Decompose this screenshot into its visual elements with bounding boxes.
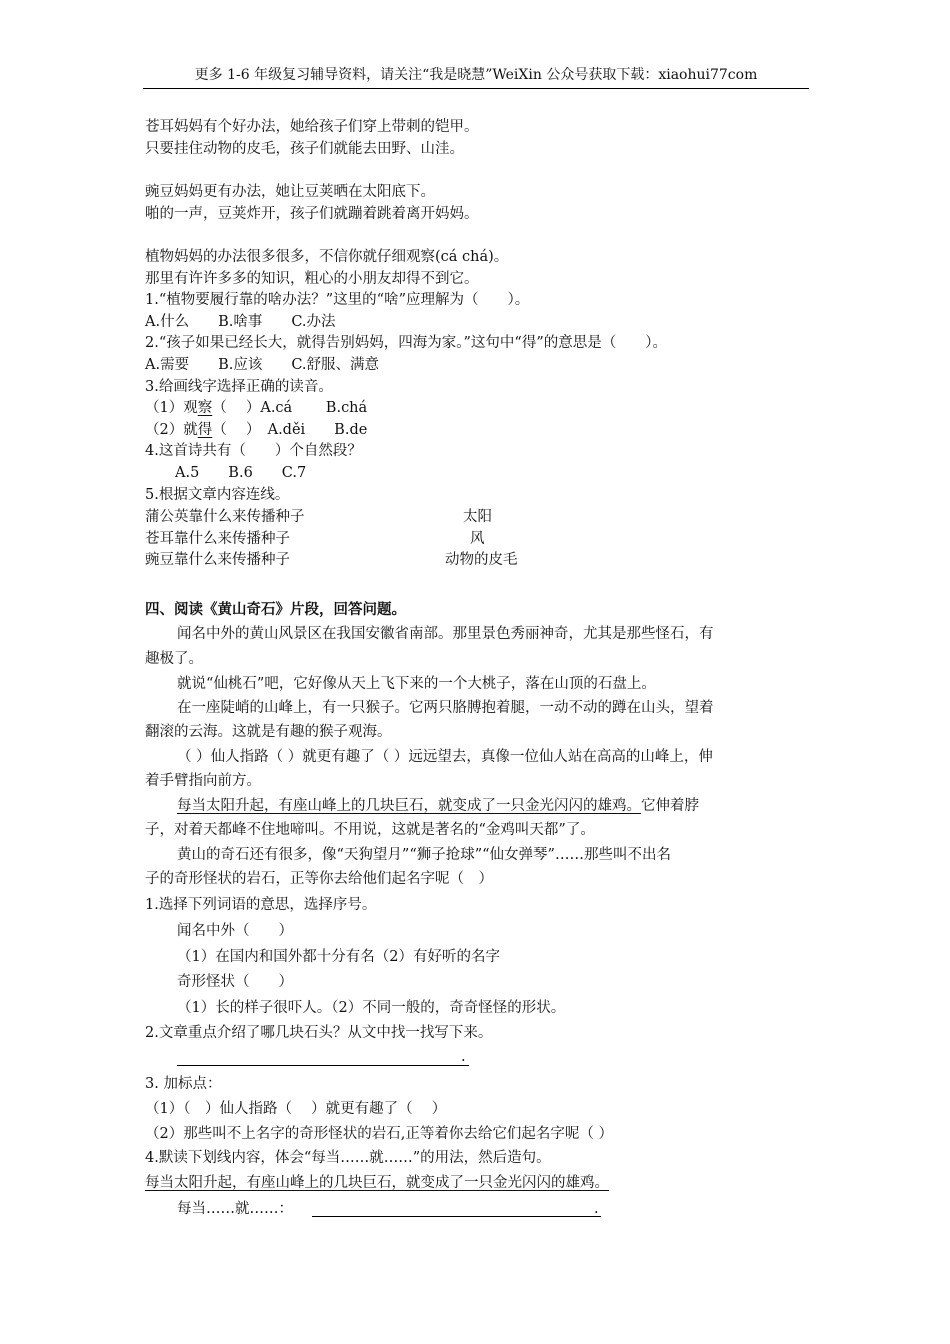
- poem-line: 植物妈妈的办法很多很多，不信你就仔细观察(cá chá)。: [145, 249, 509, 265]
- underlined-sentence: 每当太阳升起，有座山峰上的几块巨石，就变成了一只金光闪闪的雄鸡。: [177, 798, 641, 814]
- question-s4-3: 3. 加标点：: [145, 1076, 222, 1092]
- passage-line: 子，对着天都峰不住地啼叫。不用说，这就是著名的“金鸡叫天都”了。: [145, 822, 595, 838]
- sentence-blank-line[interactable]: [312, 1216, 601, 1217]
- passage-line: 翻滚的云海。这就是有趣的猴子观海。: [145, 724, 392, 740]
- question-1-options: A.什么 B.啥事 C.办法: [145, 314, 336, 330]
- match-left-1: 蒲公英靠什么来传播种子: [145, 509, 305, 525]
- match-right-1: 太阳: [463, 509, 492, 525]
- question-2-options: A.需要 B.应该 C.舒服、满意: [145, 357, 380, 373]
- question-3-item-2: [145, 420, 367, 440]
- question-s4-4: 4.默读下划线内容，体会“每当……就……”的用法，然后造句。: [145, 1150, 551, 1166]
- poem-line: 啪的一声，豆荚炸开，孩子们就蹦着跳着离开妈妈。: [145, 206, 479, 222]
- poem-line: 只要挂住动物的皮毛，孩子们就能去田野、山洼。: [145, 141, 464, 157]
- passage-line: 趣极了。: [145, 651, 203, 667]
- q3a-underlined-char: 察: [197, 400, 213, 416]
- passage-line: （ ）仙人指路（ ）就更有趣了（ ）远远望去，真像一位仙人站在高高的山峰上，伸: [177, 749, 713, 765]
- sentence-prompt: 每当……就……：: [177, 1201, 293, 1217]
- match-right-3: 动物的皮毛: [445, 552, 518, 568]
- question-2: 2.“孩子如果已经长大，就得告别妈妈，四海为家。”这句中“得”的意思是（ ）。: [145, 335, 667, 351]
- punctuation-item-2: （2）那些叫不上名字的奇形怪状的岩石,正等着你去给它们起名字呢（ ）: [145, 1126, 613, 1142]
- question-3: 3.给画线字选择正确的读音。: [145, 379, 333, 395]
- question-4-options: A.5 B.6 C.7: [175, 465, 307, 481]
- underlined-sentence-repeat: 每当太阳升起，有座山峰上的几块巨石，就变成了一只金光闪闪的雄鸡。: [145, 1175, 609, 1191]
- question-4: 4.这首诗共有（ ）个自然段？: [145, 443, 362, 459]
- page-header: 更多 1-6 年级复习辅导资料，请关注“我是晓慧”WeiXin 公众号获取下载：xiaohui77com: [194, 67, 758, 83]
- q3b-prefix: （2）就: [145, 422, 198, 438]
- q3b-options: （ ） A.děi B.de: [212, 422, 368, 438]
- word-2: 奇形怪状（ ）: [177, 974, 293, 990]
- passage-line: [177, 796, 699, 816]
- passage-line: 就说“仙桃石”吧，它好像从天上飞下来的一个大桃子，落在山顶的石盘上。: [177, 676, 656, 692]
- match-left-3: 豌豆靠什么来传播种子: [145, 552, 290, 568]
- question-s4-1: 1.选择下列词语的意思，选择序号。: [145, 897, 377, 913]
- match-right-2: 风: [470, 531, 485, 547]
- header-divider: [143, 88, 809, 89]
- passage-line: 在一座陡峭的山峰上，有一只猴子。它两只胳膊抱着腿，一动不动的蹲在山头，望着: [177, 700, 714, 716]
- punctuation-item-1: （1）（ ）仙人指路（ ）就更有趣了（ ）: [145, 1101, 447, 1117]
- question-5: 5.根据文章内容连线。: [145, 487, 290, 503]
- q3a-options: （ ）A.cá B.chá: [212, 400, 368, 416]
- section-title: 四、阅读《黄山奇石》片段，回答问题。: [145, 601, 406, 618]
- q3b-underlined-char: 得: [197, 422, 213, 438]
- question-3-item-1: [145, 398, 367, 418]
- sentence-period: .: [594, 1201, 599, 1217]
- answer-period: .: [461, 1049, 466, 1065]
- q3a-prefix: （1）观: [145, 400, 198, 416]
- passage-line: 黄山的奇石还有很多，像“天狗望月”“狮子抢球”“仙女弹琴”……那些叫不出名: [177, 847, 671, 863]
- passage-line: 子的奇形怪状的岩石，正等你去给他们起名字呢（ ）: [145, 871, 493, 887]
- passage-line: 闻名中外的黄山风景区在我国安徽省南部。那里景色秀丽神奇，尤其是那些怪石，有: [177, 626, 714, 642]
- poem-line: 豌豆妈妈更有办法，她让豆荚晒在太阳底下。: [145, 184, 435, 200]
- word-1-options: （1）在国内和国外都十分有名（2）有好听的名字: [177, 949, 500, 965]
- passage-text: 它伸着脖: [641, 798, 699, 814]
- poem-line: 那里有许许多多的知识，粗心的小朋友却得不到它。: [145, 271, 479, 287]
- question-1: 1.“植物要履行靠的啥办法？”这里的“啥”应理解为（ ）。: [145, 292, 530, 308]
- word-1: 闻名中外（ ）: [177, 923, 293, 939]
- answer-blank-line[interactable]: [177, 1065, 469, 1066]
- poem-line: 苍耳妈妈有个好办法，她给孩子们穿上带刺的铠甲。: [145, 119, 479, 135]
- word-2-options: （1）长的样子很吓人。（2）不同一般的，奇奇怪怪的形状。: [177, 1000, 566, 1016]
- question-s4-2: 2.文章重点介绍了哪几块石头？从文中找一找写下来。: [145, 1025, 493, 1041]
- match-left-2: 苍耳靠什么来传播种子: [145, 531, 290, 547]
- passage-line: 着手臂指向前方。: [145, 773, 261, 789]
